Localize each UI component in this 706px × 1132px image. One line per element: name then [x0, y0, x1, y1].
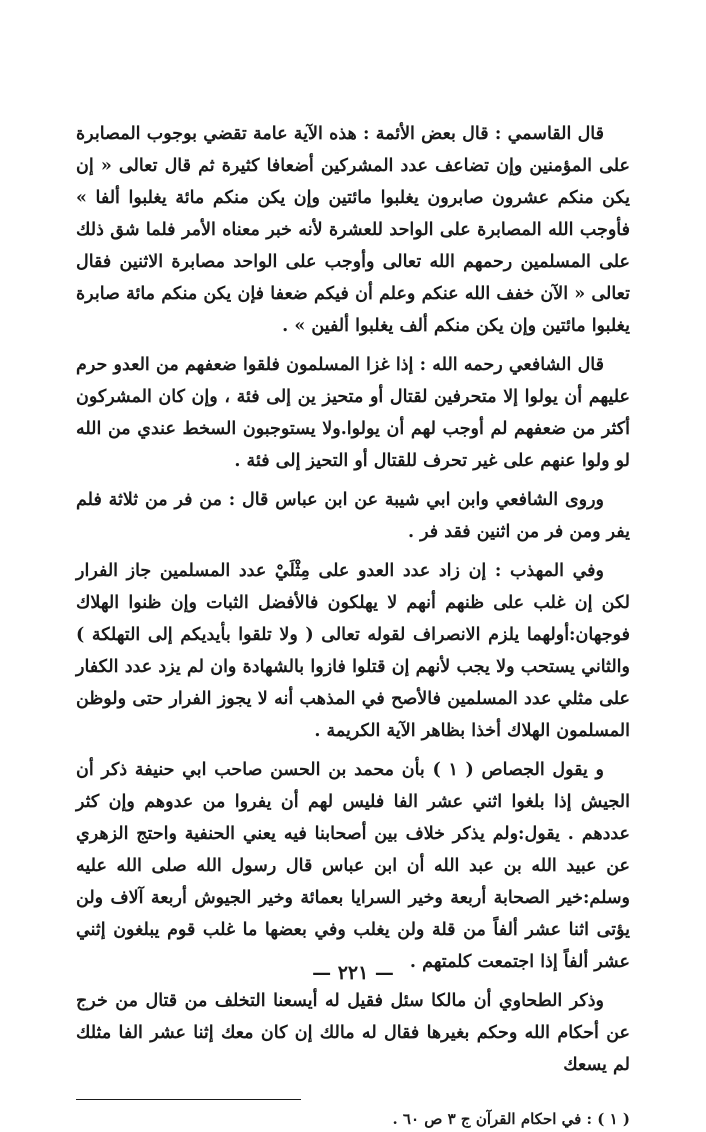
paragraph-ibn-abbas: وروى الشافعي وابن ابي شيبة عن ابن عباس قال : من فر من ثلاثة فلم يفر ومن فر من اثنين فقد فر . [76, 490, 630, 542]
footnote-divider [76, 1099, 301, 1100]
paragraph-jassas: و يقول الجصاص ( ١ ) بأن محمد بن الحسن صاحب ابي حنيفة ذكر أن الجيش إذا بلغوا اثني عشر الفا فليس لهم أن يفروا من عدوهم وإن كثر عددهم . يقول:ولم يذكر خلاف بين أصحابنا فيه يعني الحنفية واحتج الزهري عن عبيد الله بن عبد الله أن ابن عباس قال رسول الله صلى الله عليه وسلم:خير الصحابة أربعة وخير السرايا بعمائة وخير الجيوش أربعة آلاف ولن يؤتى اثنا عشر ألفاً من قلة ولن يغلب وفي بعضها ما غلب قوم يبلغون إثني عشر ألفاً إذا اجتمعت كلمتهم . [76, 760, 631, 972]
page-number: — ٢٢١ — [312, 962, 394, 984]
paragraph-muhadhdhab: وفي المهذب : إن زاد عدد العدو على مِثْلَيْ عدد المسلمين جاز الفرار لكن إن غلب على ظنهم أنهم لا يهلكون فالأفضل الثبات وإن ظنوا الهلاك فوجهان:أولهما يلزم الانصراف لقوله تعالى ( ولا تلقوا بأيديكم إلى التهلكة ) والثاني يستحب ولا يجب لأنهم إن قتلوا فازوا بالشهادة وان لم يزد عدد الكفار على مثلي عدد المسلمين فالأصح في المذهب أنه لا يجوز الفرار حتى ولوظن المسلمون الهلاك أخذا بظاهر الآية الكريمة . [76, 561, 630, 741]
footnote: ( ١ ) : في احكام القرآن ج ٣ ص ٦٠ . [392, 1110, 630, 1128]
paragraph-shafii: قال الشافعي رحمه الله : إذا غزا المسلمون فلقوا ضعفهم من العدو حرم عليهم أن يولوا إلا متحرفين لقتال أو متحيز ين إلى فئة ، وإن كان المشركون أكثر من ضعفهم لم أوجب لهم أن يولوا.ولا يستوجبون السخط عندي من الله لو ولوا عنهم على غير تحرف للقتال أو التحيز إلى فئة . [76, 355, 630, 471]
paragraph-tahawi: وذكر الطحاوي أن مالكا سئل فقيل له أيسعنا التخلف من قتال من خرج عن أحكام الله وحكم بغيرها فقال له مالك إن كان معك إثنا عشر الفا مثلك لم يسعك [76, 991, 630, 1075]
paragraph-qasimi: قال القاسمي : قال بعض الأئمة : هذه الآية عامة تقضي بوجوب المصابرة على المؤمنين وإن تضاعف عدد المشركين أضعافا كثيرة ثم قال تعالى « إن يكن منكم عشرون صابرون يغلبوا مائتين وإن يكن منكم مائة يغلبوا ألفا » فأوجب الله المصابرة على الواحد للعشرة لأنه خبر معناه الأمر فلما شق ذلك على المسلمين رحمهم الله تعالى وأوجب على الواحد مصابرة الاثنين فقال تعالى « الآن خفف الله عنكم وعلم أن فيكم ضعفا فإن يكن منكم مائة صابرة يغلبوا مائتين وإن يكن منكم ألف يغلبوا ألفين » . [76, 124, 630, 336]
footnote-divider-wrap [76, 1099, 630, 1100]
